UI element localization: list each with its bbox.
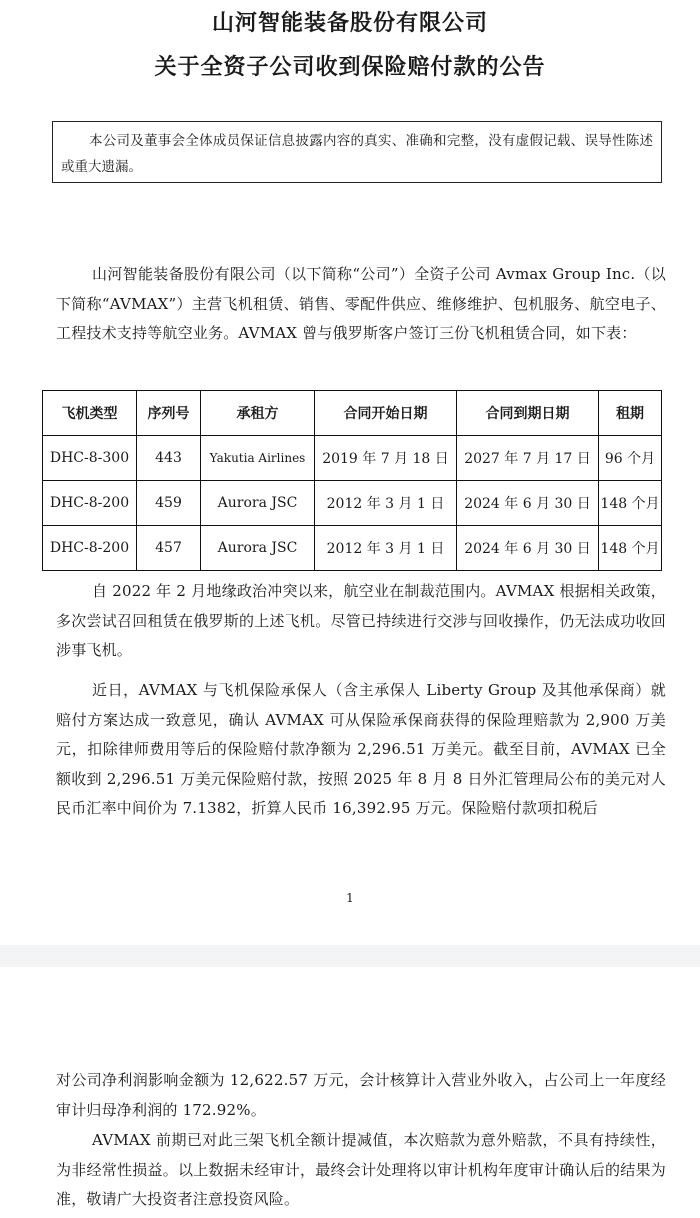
header-lessee: 承租方 [201,391,315,436]
cell-start-date: 2012 年 3 月 1 日 [315,481,457,526]
paragraph-settlement: 近日，AVMAX 与飞机保险承保人（含主承保人 Liberty Group 及其他承保商）就赔付方案达成一致意见，确认 AVMAX 可从保险承保商获得的保险理赔款为 2,900 万美元，扣除律师费用等后的保险赔付款净额为 2,296.51 万美元。截至目前，AVMAX 已全额收到 2,296.51 万美元保险赔付款，按照 2025 年 8 月 8 日外汇管理局公布的美元对人民币汇率中间价为 7.1382，折算人民币 16,392.95 万元。保险赔付款项扣税后 [56,681,666,817]
company-name: 山河智能装备股份有限公司 [211,11,488,36]
header-serial: 序列号 [137,391,201,436]
header-start-date: 合同开始日期 [315,391,457,436]
cell-start-date: 2012 年 3 月 1 日 [315,526,457,571]
lease-table [42,390,662,571]
cell-term: 96 个月 [599,436,662,481]
cell-serial: 457 [137,526,201,571]
page-separator [0,945,700,967]
cell-serial: 443 [137,436,201,481]
cell-serial: 459 [137,481,201,526]
paragraph-impact: 对公司净利润影响金额为 12,622.57 万元，会计核算计入营业外收入，占公司上一年度经审计归母净利润的 172.92%。 [56,1071,666,1119]
cell-end-date: 2024 年 6 月 30 日 [457,481,599,526]
cell-term: 148 个月 [599,481,662,526]
paragraph-background: 自 2022 年 2 月地缘政治冲突以来，航空业在制裁范围内。AVMAX 根据相关政策，多次尝试召回租赁在俄罗斯的上述飞机。尽管已持续进行交涉与回收操作，仍无法成功收回涉事飞机。 [56,582,666,659]
header-term: 租期 [599,391,662,436]
table-row [43,526,662,571]
cell-lessee: Aurora JSC [201,526,315,571]
cell-lessee: Aurora JSC [201,481,315,526]
announcement-title: 关于全资子公司收到保险赔付款的公告 [154,55,546,80]
paragraph-risk: AVMAX 前期已对此三架飞机全额计提减值，本次赔款为意外赔款，不具有持续性，为非经常性损益。以上数据未经审计，最终会计处理将以审计机构年度审计确认后的结果为准，敬请广大投资者注意投资风险。 [56,1131,666,1208]
page-number: 1 [346,891,354,905]
cell-aircraft-type: DHC-8-200 [43,481,137,526]
cell-lessee: Yakutia Airlines [201,436,315,481]
cell-term: 148 个月 [599,526,662,571]
header-aircraft-type: 飞机类型 [43,391,137,436]
disclaimer-box: 本公司及董事会全体成员保证信息披露内容的真实、准确和完整，没有虚假记载、误导性陈述或重大遗漏。 [52,121,662,183]
cell-end-date: 2027 年 7 月 17 日 [457,436,599,481]
table-row [43,481,662,526]
cell-end-date: 2024 年 6 月 30 日 [457,526,599,571]
header-end-date: 合同到期日期 [457,391,599,436]
cell-aircraft-type: DHC-8-200 [43,526,137,571]
cell-aircraft-type: DHC-8-300 [43,436,137,481]
paragraph-intro: 山河智能装备股份有限公司（以下简称“公司”）全资子公司 Avmax Group Inc.（以下简称“AVMAX”）主营飞机租赁、销售、零配件供应、维修维护、包机服务、航空电子、工程技术支持等航空业务。AVMAX 曾与俄罗斯客户签订三份飞机租赁合同，如下表： [56,265,666,342]
table-header-row [43,391,662,436]
table-row [43,436,662,481]
cell-start-date: 2019 年 7 月 18 日 [315,436,457,481]
